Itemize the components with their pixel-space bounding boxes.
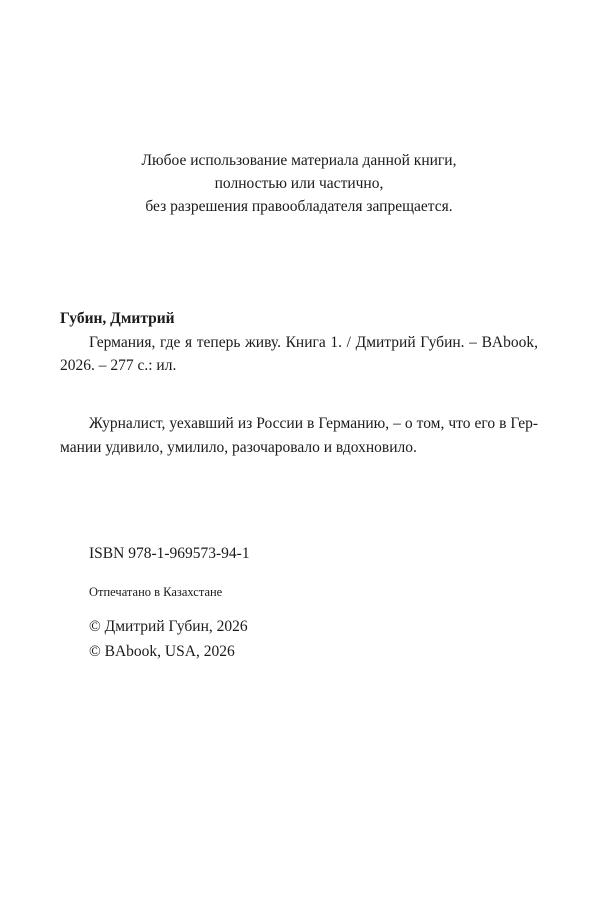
notice-line: без разрешения правообладателя запрещается. xyxy=(145,198,453,215)
notice-line: полностью или частично, xyxy=(214,175,384,192)
author-heading: Губин, Дмитрий xyxy=(60,310,175,327)
bibliographic-record xyxy=(60,331,538,377)
notice-line: Любое использование материала данной книги, xyxy=(141,152,457,169)
printed-in-note: Отпечатано в Казахстане xyxy=(89,585,223,599)
isbn: ISBN 978-1-969573-94-1 xyxy=(89,545,250,562)
annotation-line: Журналист, уехавший из России в Германию, – о том, что его в Гер- xyxy=(89,415,538,432)
bibliographic-line: Германия, где я теперь живу. Книга 1. / Дмитрий Губин. – BAbook, xyxy=(89,334,538,351)
copyright-notice xyxy=(60,149,538,218)
copyright-line: © Дмитрий Губин, 2026 xyxy=(89,618,248,635)
bibliographic-line: 2026. – 277 с.: ил. xyxy=(60,357,177,374)
annotation-line: мании удивило, умилило, разочаровало и вдохновило. xyxy=(60,439,417,456)
copyright-line: © BAbook, USA, 2026 xyxy=(89,643,235,660)
book-annotation xyxy=(60,412,538,460)
